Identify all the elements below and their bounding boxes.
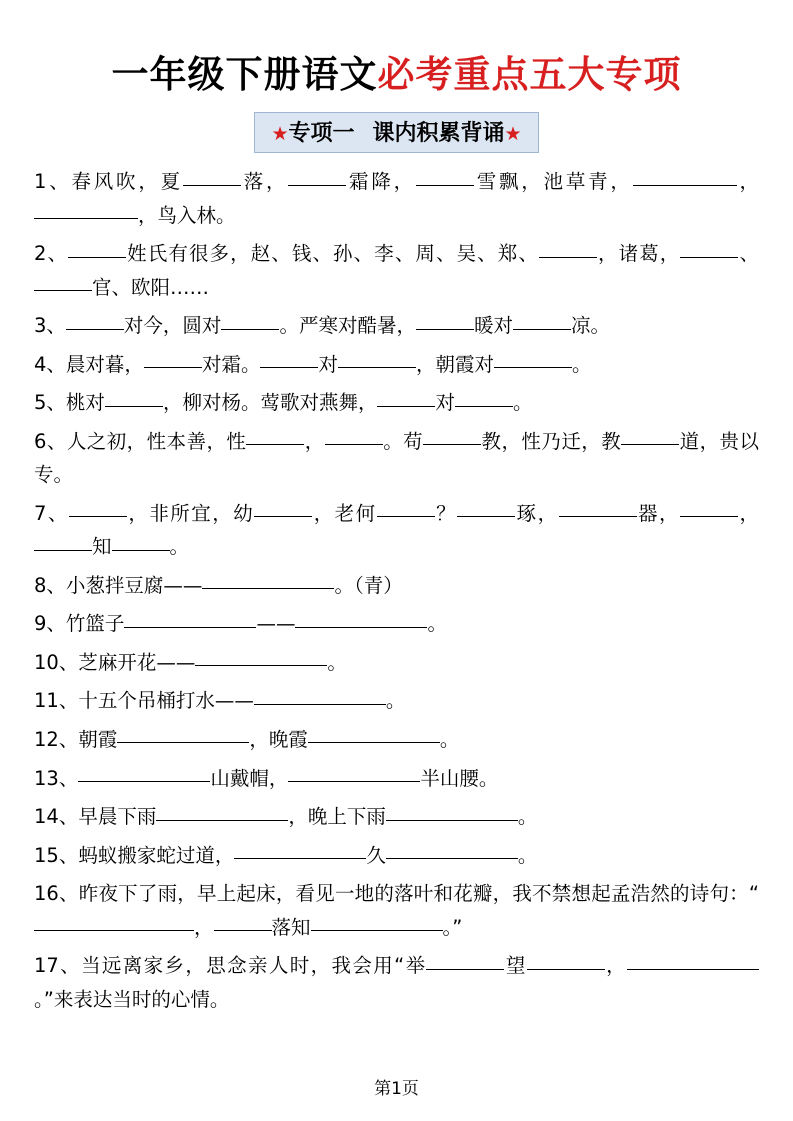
question-text: 晨对暮， — [65, 352, 144, 376]
question-item — [34, 569, 759, 603]
question-text: 官、欧阳…… — [92, 275, 210, 299]
question-text: 霜降， — [346, 170, 416, 193]
answer-blank[interactable] — [144, 348, 202, 369]
answer-blank[interactable] — [513, 309, 571, 330]
question-text: 知 — [92, 535, 112, 559]
question-text: 凉。 — [570, 314, 610, 338]
question-text: 、 — [738, 242, 759, 266]
question-text: 落， — [240, 170, 289, 193]
answer-blank[interactable] — [455, 386, 513, 407]
answer-blank[interactable] — [338, 348, 416, 369]
answer-blank[interactable] — [527, 949, 605, 970]
question-text: 芝麻开花—— — [78, 650, 196, 674]
question-item — [34, 646, 759, 680]
page-title-red: 必考重点五大专项 — [377, 53, 682, 96]
answer-blank[interactable] — [69, 497, 127, 518]
page-number: 第1页 — [374, 1079, 419, 1099]
question-item — [34, 839, 759, 873]
answer-blank[interactable] — [34, 199, 138, 220]
question-item — [34, 165, 759, 232]
page-title-black: 一年级下册语文 — [111, 53, 378, 96]
answer-blank[interactable] — [426, 949, 504, 970]
question-text: 久 — [366, 843, 386, 867]
answer-blank[interactable] — [112, 530, 170, 551]
page-title — [34, 44, 759, 98]
question-text: ，晚上下雨 — [288, 805, 386, 829]
question-text: 昨夜下了雨，早上起床，看见一地的落叶和花瓣，我不禁想起孟浩然的诗句：“ — [78, 882, 759, 906]
answer-blank[interactable] — [559, 497, 637, 518]
question-text: ， — [304, 429, 325, 453]
question-number: 4、 — [34, 352, 66, 376]
question-text: 桃对 — [65, 391, 105, 415]
question-text: 对今，圆对 — [123, 314, 222, 338]
question-number: 17、 — [34, 954, 82, 978]
question-text: 。 — [517, 805, 538, 829]
question-number: 2、 — [34, 242, 69, 266]
answer-blank[interactable] — [680, 237, 738, 258]
answer-blank[interactable] — [66, 309, 124, 330]
question-number: 13、 — [34, 766, 79, 790]
question-list — [34, 165, 759, 1016]
answer-blank[interactable] — [260, 348, 318, 369]
question-text: 十五个吊桶打水—— — [78, 689, 254, 713]
section-heading — [34, 112, 759, 153]
answer-blank[interactable] — [234, 839, 366, 860]
question-item — [34, 497, 759, 564]
question-text: 姓氏有很多，赵、钱、孙、李、周、吴、郑、 — [126, 242, 539, 266]
question-text: 竹篮子 — [65, 612, 125, 636]
question-text: 雪飘，池草青， — [473, 170, 633, 193]
question-item — [34, 425, 759, 492]
question-number: 5、 — [34, 391, 66, 415]
answer-blank[interactable] — [202, 569, 334, 590]
question-number: 3、 — [34, 314, 66, 338]
question-item — [34, 949, 759, 1016]
question-text: 。严寒对酷暑， — [279, 314, 416, 338]
question-text: 早晨下雨 — [78, 805, 157, 829]
question-text: 。” — [442, 915, 463, 939]
question-text: 。 — [385, 689, 406, 713]
question-text: 朝霞 — [78, 727, 118, 751]
answer-blank[interactable] — [494, 348, 572, 369]
question-number: 15、 — [34, 843, 79, 867]
answer-blank[interactable] — [311, 911, 443, 932]
answer-blank[interactable] — [105, 386, 163, 407]
question-number: 6、 — [34, 429, 67, 453]
answer-blank[interactable] — [416, 165, 474, 186]
question-item — [34, 877, 759, 944]
answer-blank[interactable] — [183, 165, 241, 186]
question-item — [34, 762, 759, 796]
question-text: 。 — [169, 535, 190, 559]
question-text: 人之初，性本善，性 — [66, 429, 247, 453]
answer-blank[interactable] — [156, 800, 288, 821]
question-text: 。 — [512, 391, 533, 415]
question-text: 暖对 — [473, 314, 513, 338]
question-item — [34, 607, 759, 641]
question-text: 对 — [435, 391, 455, 415]
answer-blank[interactable] — [633, 165, 737, 186]
answer-blank[interactable] — [124, 607, 256, 628]
question-number: 11、 — [34, 689, 79, 713]
answer-blank[interactable] — [195, 646, 327, 667]
question-text: 半山腰。 — [420, 766, 499, 790]
question-text: 对霜。 — [201, 352, 261, 376]
question-item — [34, 348, 759, 382]
question-item — [34, 684, 759, 718]
question-text: 。 — [517, 843, 538, 867]
question-text: 教，性乃迁，教 — [481, 429, 622, 453]
question-text: ，晚霞 — [249, 727, 308, 751]
question-text: 。（青） — [334, 573, 403, 597]
question-text: 。 — [439, 727, 460, 751]
question-text: 琢， — [515, 501, 559, 525]
question-text: 。”来表达当时的心情。 — [34, 987, 230, 1011]
answer-blank[interactable] — [627, 949, 759, 970]
question-text: ，诸葛， — [596, 242, 681, 266]
answer-blank[interactable] — [117, 723, 249, 744]
question-number: 16、 — [34, 882, 79, 906]
answer-blank[interactable] — [386, 800, 518, 821]
answer-blank[interactable] — [246, 425, 304, 446]
question-text: 山戴帽， — [210, 766, 289, 790]
question-number: 7、 — [34, 501, 69, 525]
question-text: —— — [256, 612, 296, 636]
question-item — [34, 800, 759, 834]
answer-blank[interactable] — [386, 839, 518, 860]
question-text: 当远离家乡，思念亲人时，我会用“举 — [81, 954, 427, 978]
question-text: ，非所宜，幼 — [126, 501, 255, 525]
page-footer — [0, 1074, 793, 1099]
answer-blank[interactable] — [308, 723, 440, 744]
answer-blank[interactable] — [34, 530, 92, 551]
answer-blank[interactable] — [423, 425, 481, 446]
answer-blank[interactable] — [254, 497, 312, 518]
answer-blank[interactable] — [457, 497, 515, 518]
question-number: 9、 — [34, 612, 66, 636]
answer-blank[interactable] — [377, 386, 435, 407]
question-number: 8、 — [34, 573, 66, 597]
answer-blank[interactable] — [288, 762, 420, 783]
question-text: 对 — [318, 352, 338, 376]
answer-blank[interactable] — [295, 607, 427, 628]
question-text: 器， — [636, 501, 680, 525]
question-text: 。 — [571, 352, 592, 376]
question-text: ，朝霞对 — [415, 352, 494, 376]
question-item — [34, 309, 759, 343]
question-item — [34, 237, 759, 304]
question-item — [34, 723, 759, 757]
question-item — [34, 386, 759, 420]
question-number: 14、 — [34, 805, 79, 829]
question-text: ，老何 — [312, 501, 377, 525]
question-number: 1、 — [34, 170, 72, 193]
answer-blank[interactable] — [221, 309, 279, 330]
question-text: 蚂蚁搬家蛇过道， — [78, 843, 235, 867]
question-text: ，鸟入林。 — [138, 203, 236, 227]
question-number: 10、 — [34, 650, 79, 674]
answer-blank[interactable] — [68, 237, 126, 258]
answer-blank[interactable] — [78, 762, 210, 783]
question-text: ，柳对杨。莺歌对燕舞， — [162, 391, 378, 415]
answer-blank[interactable] — [377, 497, 435, 518]
question-text: 望 — [504, 954, 527, 978]
question-text: ， — [736, 170, 759, 193]
section-label: 专项一 — [288, 121, 355, 146]
question-text: ， — [194, 915, 214, 939]
question-text: 道，贵以专。 — [34, 429, 759, 487]
question-text: ， — [737, 501, 759, 525]
answer-blank[interactable] — [254, 684, 386, 705]
answer-blank[interactable] — [680, 497, 738, 518]
star-left-icon: ★ — [271, 123, 289, 145]
star-right-icon: ★ — [504, 123, 522, 145]
question-text: 落知 — [271, 915, 311, 939]
question-text: 。苟 — [382, 429, 424, 453]
question-text: 小葱拌豆腐—— — [65, 573, 203, 597]
section-sub-label: 课内积累背诵 — [372, 121, 505, 146]
answer-blank[interactable] — [539, 237, 597, 258]
question-text: ？ — [434, 501, 458, 525]
question-text: 。 — [427, 612, 447, 636]
answer-blank[interactable] — [325, 425, 383, 446]
answer-blank[interactable] — [288, 165, 346, 186]
answer-blank[interactable] — [621, 425, 679, 446]
answer-blank[interactable] — [34, 911, 194, 932]
question-text: 。 — [327, 650, 347, 674]
answer-blank[interactable] — [214, 911, 272, 932]
answer-blank[interactable] — [34, 271, 92, 292]
answer-blank[interactable] — [416, 309, 474, 330]
question-number: 12、 — [34, 727, 79, 751]
question-text: 春风吹，夏 — [71, 170, 183, 193]
question-text: ， — [604, 954, 627, 978]
